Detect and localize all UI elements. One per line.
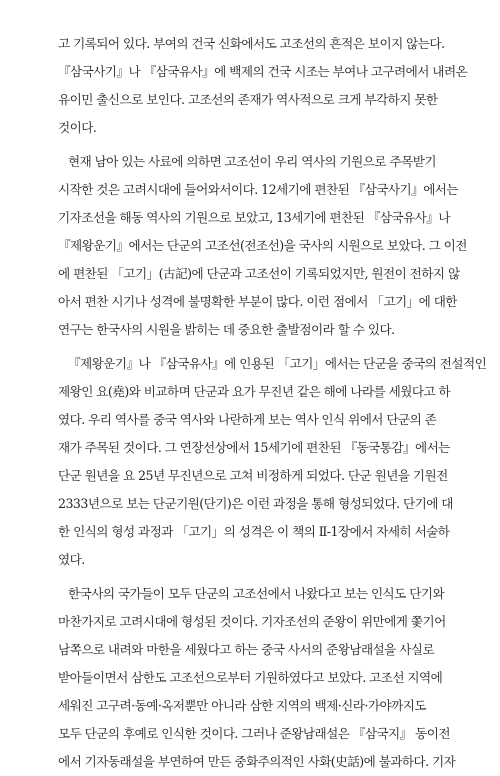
paragraph-1 (58, 30, 468, 142)
text-line: 『제왕운기』나 『삼국유사』에 인용된 「고기」에서는 단군을 중국의 전설적인 (68, 356, 487, 371)
text-line: 였다. (58, 552, 85, 567)
text-line: 연구는 한국사의 시원을 밝히는 데 중요한 출발점이라 할 수 있다. (58, 322, 395, 337)
text-line: 유이민 출신으로 보인다. 고조선의 존재가 역사적으로 크게 부각하지 못한 (58, 92, 438, 107)
text-line: 였다. 우리 역사를 중국 역사와 나란하게 보는 역사 인식 위에서 단군의 존 (58, 412, 437, 427)
text-line: 『제왕운기』에서는 단군의 고조선(전조선)을 국사의 시원으로 보았다. 그 이전 (58, 238, 467, 253)
text-line: 마찬가지로 고려시대에 형성된 것이다. 기자조선의 준왕이 위만에게 쫓기어 (58, 614, 446, 629)
text-line: 세워진 고구려·동예·옥저뿐만 아니라 삼한 지역의 백제·신라·가야까지도 (58, 698, 426, 713)
text-line: 에서 기자동래설을 부연하여 만든 중화주의적인 사화(史話)에 불과하다. 기자 (58, 754, 456, 769)
text-line: 에 편찬된 「고기」(古記)에 단군과 고조선이 기록되었지만, 원전이 전하지 않 (58, 266, 460, 281)
paragraph-4 (58, 580, 456, 776)
text-line: 기자조선을 해동 역사의 기원으로 보았고, 13세기에 편찬된 『삼국유사』나 (58, 210, 450, 225)
text-line: 『삼국사기』나 『삼국유사』에 백제의 건국 시조는 부여나 고구려에서 내려온 (58, 64, 468, 79)
text-line: 아서 편찬 시기나 성격에 불명확한 부분이 많다. 이런 점에서 「고기」에 대한 (58, 294, 457, 309)
book-page (58, 30, 487, 769)
text-line: 한국사의 국가들이 모두 단군의 고조선에서 나왔다고 보는 인식도 단기와 (68, 586, 445, 601)
text-line: 시작한 것은 고려시대에 들어와서이다. 12세기에 편찬된 『삼국사기』에서는 (58, 182, 459, 197)
text-line: 한 인식의 형성 과정과 「고기」의 성격은 이 책의 Ⅱ-1장에서 자세히 서술하 (58, 524, 450, 539)
text-line: 남쪽으로 내려와 마한을 세웠다고 하는 중국 사서의 준왕남래설을 사실로 (58, 642, 435, 657)
text-line: 모두 단군의 후예로 인식한 것이다. 그러나 준왕남래설은 『삼국지』 동이전 (58, 726, 451, 741)
text-line: 고 기록되어 있다. 부여의 건국 신화에서도 고조선의 흔적은 보이지 않는다. (58, 36, 445, 51)
text-line: 재가 주목된 것이다. 그 연장선상에서 15세기에 편찬된 『동국통감』에서는 (58, 440, 450, 455)
text-line: 것이다. (58, 120, 97, 135)
text-line: 단군 원년을 요 25년 무진년으로 고쳐 비정하게 되었다. 단군 원년을 기원전 (58, 468, 448, 483)
text-line: 받아들이면서 삼한도 고조선으로부터 기원하였다고 보았다. 고조선 지역에 (58, 670, 443, 685)
text-line: 2333년으로 보는 단군기원(단기)은 이런 과정을 통해 형성되었다. 단기에 대 (58, 496, 453, 511)
paragraph-3 (58, 350, 487, 574)
text-line: 제왕인 요(堯)와 비교하며 단군과 요가 무진년 같은 해에 나라를 세웠다고 하 (58, 384, 451, 399)
text-line: 현재 남아 있는 사료에 의하면 고조선이 우리 역사의 기원으로 주목받기 (68, 154, 436, 169)
paragraph-2 (58, 148, 467, 344)
